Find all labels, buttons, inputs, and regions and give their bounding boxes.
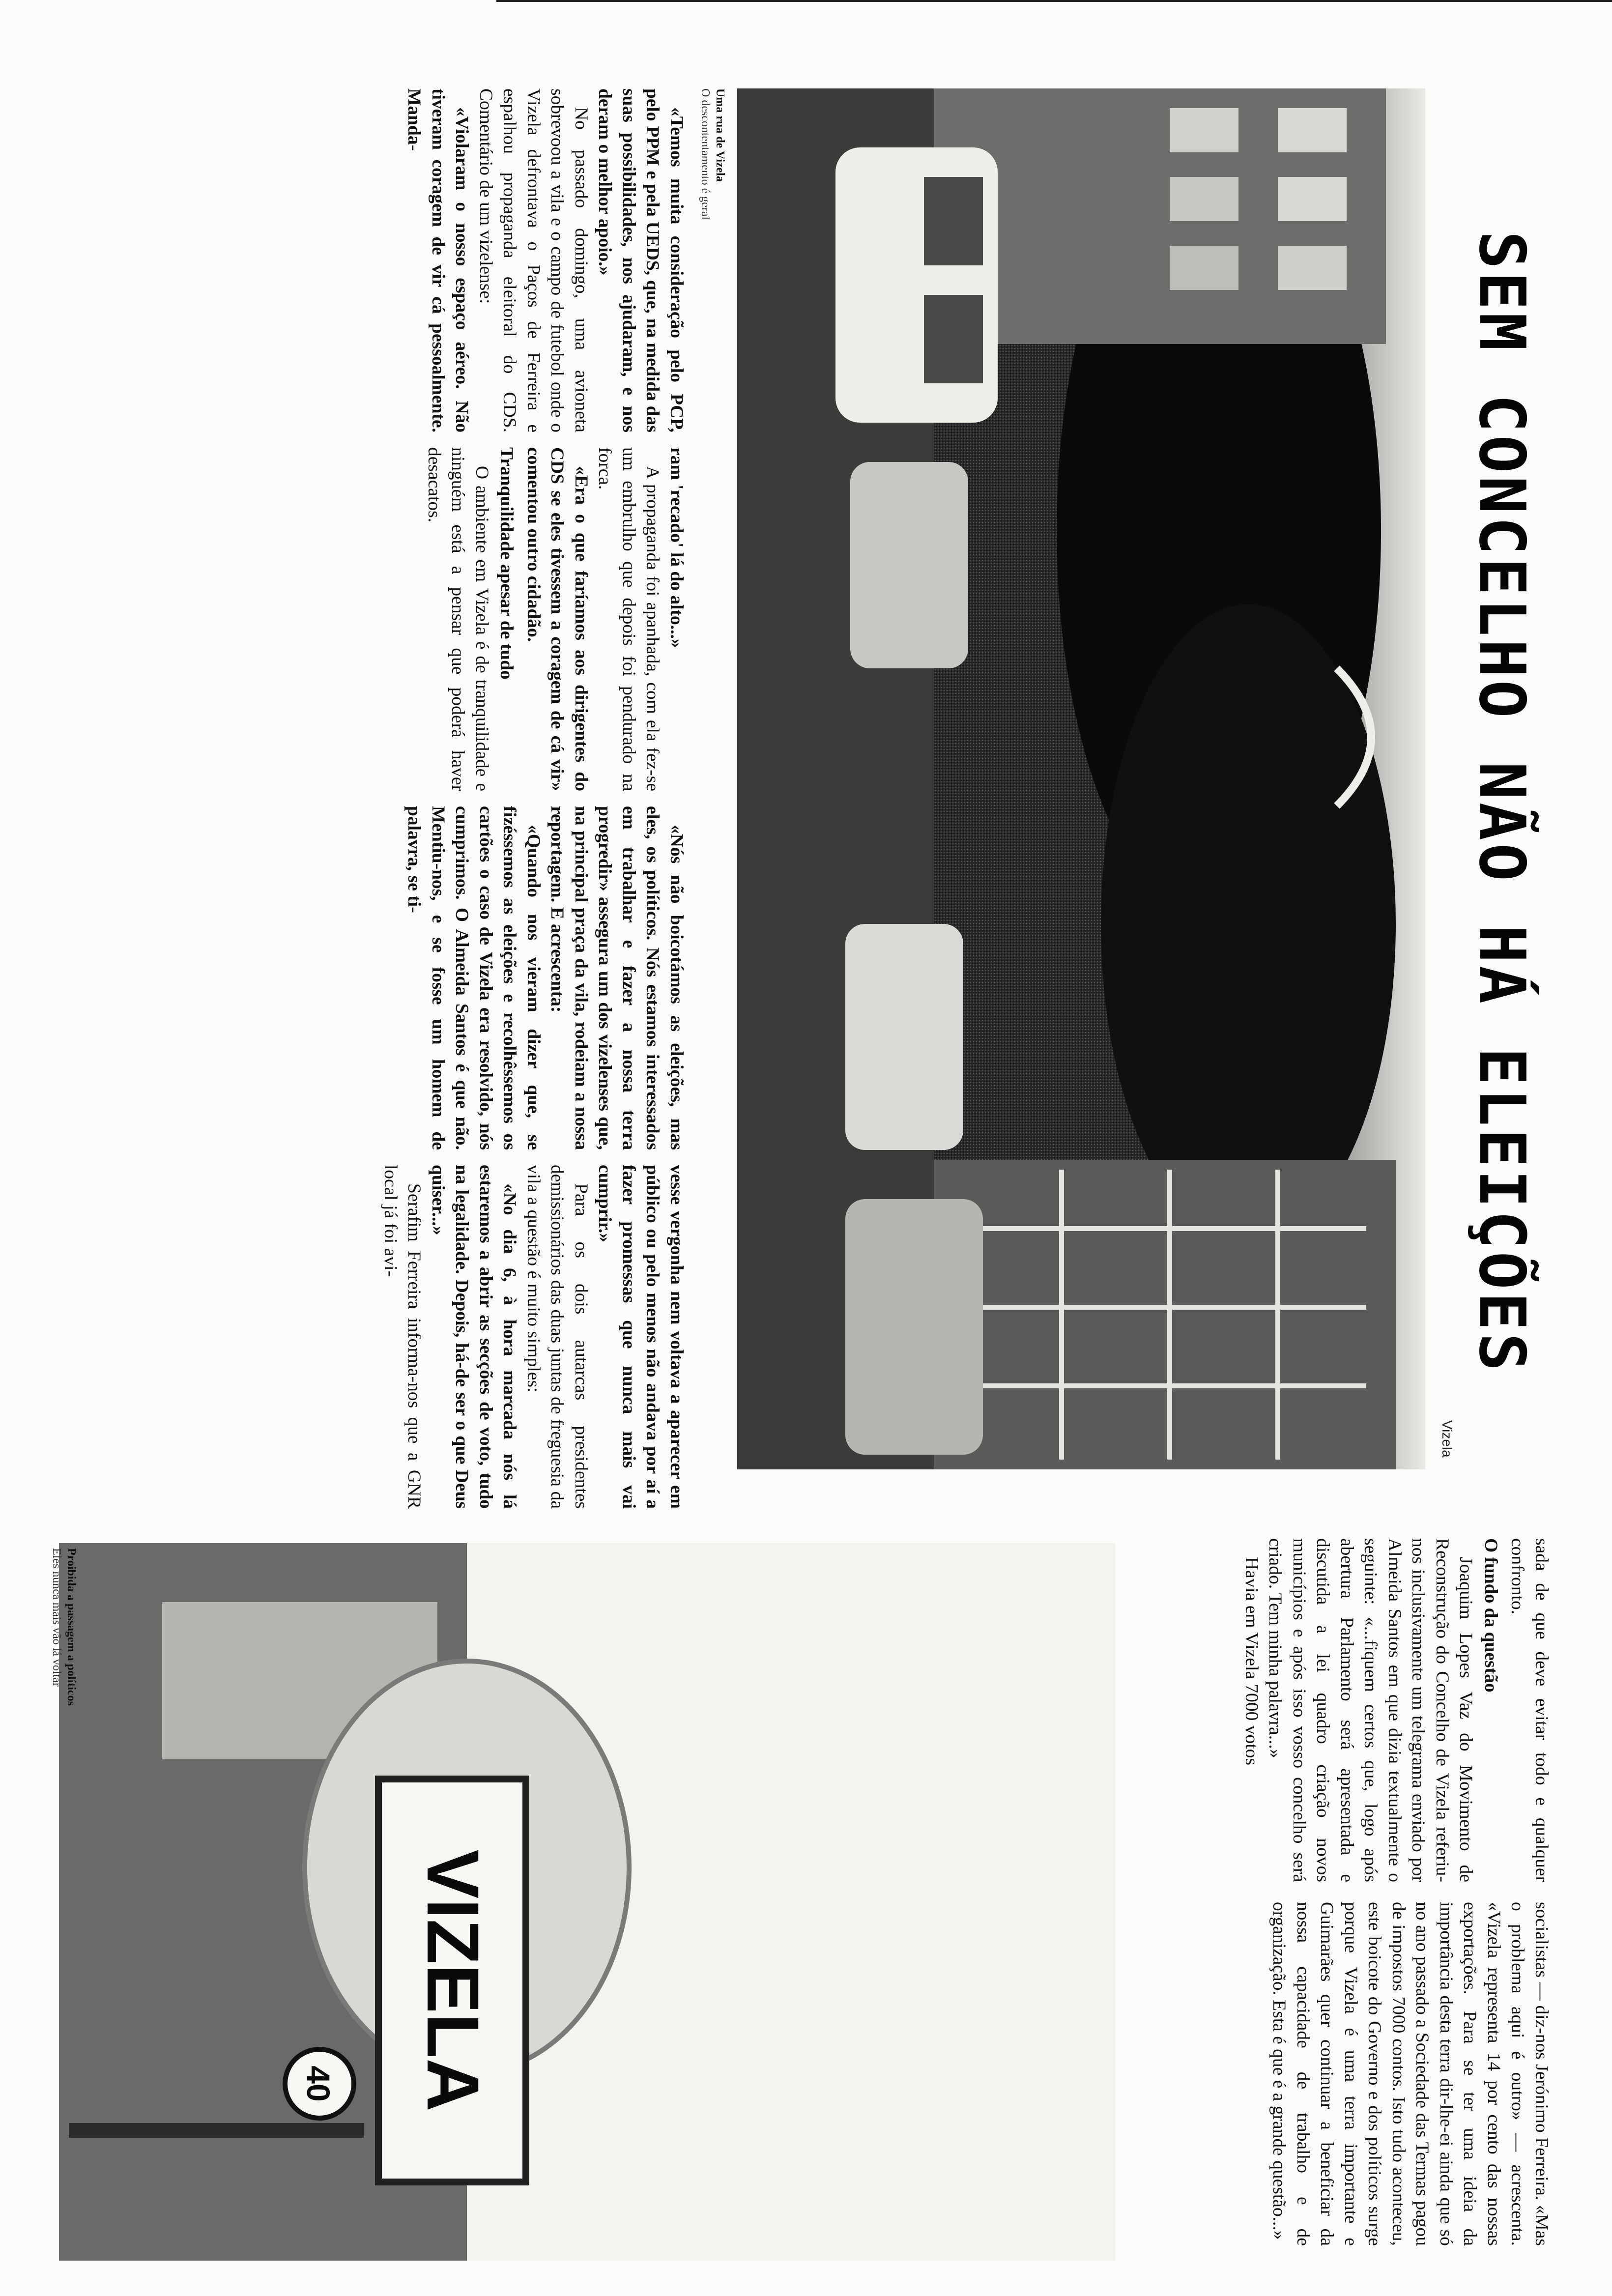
- col2-para-1: ram 'recado' lá do alto...»: [666, 447, 687, 648]
- col4-para-2: Para os dois autarcas presidentes demissionários das duas juntas de freguesia da vila a questão é muito simples:: [523, 1165, 591, 1509]
- col5-para-1: sada de que deve evitar todo e qualquer confronto.: [1507, 1538, 1552, 1882]
- caption-line-1: Uma rua de Vizela: [714, 88, 726, 182]
- col4-para-4: Serafim Ferreira informa-nos que a GNR local já foi avi-: [380, 1165, 425, 1509]
- sign-number: 40: [300, 2066, 337, 2102]
- col3-para-1: «Nós não boicotámos as eleições, mas eles, os políticos. Nós estamos interessados em trabalhar e fazer a nossa terra progredir» assegura um dos vizelenses que, na principal praça da vila, rodeiam a nossa reportagem. E acrescenta:: [547, 806, 687, 1150]
- text-column-1: [402, 88, 688, 432]
- col5-para-2: Joaquim Lopes Vaz do Movimento de Reconstrução do Concelho de Vizela referiu-nos inclusivamente um telegrama enviado por Almeida Santos em que dizia textualmente o seguinte: «...fiquem certos que, logo após abertura Parlamento será apresentada e discutida a lei quadro criação novos municípios e após isso vosso concelho será criado. Tem minha palavra...»: [1265, 1538, 1476, 1882]
- sign-caption-line-2: Eles nunca mais vão lá voltar: [50, 1548, 63, 1687]
- col3-para-2: «Quando nos vieram dizer que, se fizéssemos as eleições e recolhêssemos os cartões o caso de Vizela era resolvido, nós cumprimos. O Almeida Santos é que não. Mentiu-nos, e se fosse um homem de palavra, se ti-: [404, 806, 544, 1150]
- caption-line-2: O descontentamento é geral: [699, 88, 712, 220]
- col1-para-2: No passado domingo, uma avioneta sobrevoou a vila e o campo de futebol onde o Vizela defrontava o Paços de Ferreira e espalhou propaganda eleitoral do CDS. Comentário de um vizelense:: [476, 88, 591, 432]
- text-column-6: [1267, 1902, 1553, 2246]
- text-column-3: [402, 806, 688, 1150]
- col2-subheading: Tranquilidade apesar de tudo: [496, 447, 517, 680]
- text-column-5: [1239, 1538, 1554, 1882]
- col2-para-4: O ambiente em Vizela é de tranquilidade e ninguém está a pensar que poderá haver desacatos.: [424, 447, 492, 791]
- sign-caption-line-1: Proibida a passagem a políticos: [65, 1548, 78, 1706]
- col5-para-3: Havia em Vizela 7000 votos: [1241, 1557, 1262, 1766]
- street-photo-caption: [698, 88, 727, 678]
- vizela-sign-image: [59, 1543, 1116, 2261]
- col2-para-2: A propaganda foi apanhada, com ela fez-se um embrulho que depois foi pendurado na forca.: [595, 447, 663, 791]
- vizela-sign-photo: [59, 1543, 1116, 2261]
- col2-para-3: «Era o que faríamos aos dirigentes do CDS se eles tivessem a coragem de cá vir» comentou outro cidadão.: [523, 447, 591, 791]
- col6-para-1: socialistas — diz-nos Jerónimo Ferreira. «Mas o problema aqui é outro» — acrescenta. «Vizela representa 14 por cento das nossas exportações. Para se ter uma ideia da importância desta terra dir-lhe-ei ainda que só no ano passado a Sociedade das Termas pagou de impostos 7000 contos. Isto tudo aconteceu, este boicote do Governo e dos políticos surge porque Vizela é uma terra importante e Guimarães quer continuar a beneficiar da nossa capacidade de trabalho e de organização. Esta é que é a grande questão...»: [1269, 1902, 1552, 2246]
- sign-photo-caption: [49, 1548, 79, 2039]
- headline: SEM CONCELHO NÃO HÁ ELEIÇÕES: [1465, 231, 1538, 1374]
- col1-para-3: «Violaram o nosso espaço aéreo. Não tiveram coragem de vir cá pessoalmente. Manda-: [404, 88, 472, 432]
- sign-text: VIZELA: [412, 1849, 494, 2112]
- byline: Vizela: [1439, 1420, 1455, 1458]
- text-column-4: [378, 1165, 689, 1509]
- col4-para-3: «No dia 6, à hora marcada nós lá estaremos a abrir as secções de voto, tudo na legalidade. Depois, há-de ser o que Deus quiser...»: [428, 1165, 520, 1509]
- col4-para-1: vesse vergonha nem voltava a aparecer em público ou pelo menos não andava por aí a fazer promessas que nunca mais vai cumprir.»: [595, 1165, 687, 1509]
- street-photo-image: [737, 88, 1425, 1469]
- street-photo: [737, 88, 1425, 1469]
- text-column-2: [422, 447, 689, 791]
- col5-subheading: O fundo da questão: [1481, 1538, 1501, 1693]
- col1-para-1: «Temos muita consideração pelo PCP, pelo PPM e pela UEDS, que, na medida das suas possibilidades, nos ajudaram, e nos deram o melhor apoio.»: [595, 88, 687, 432]
